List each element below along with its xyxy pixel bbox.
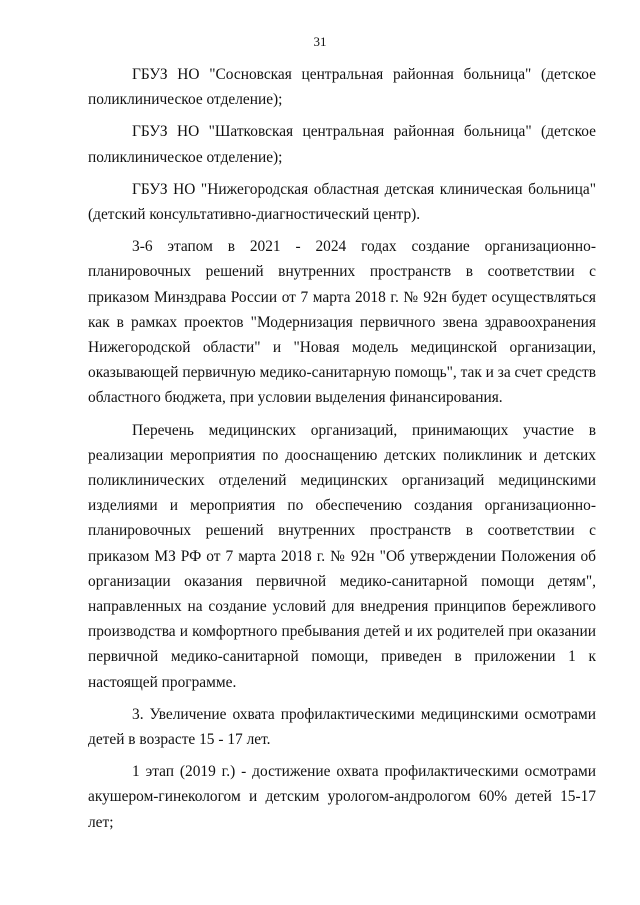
paragraph-stage-1: 1 этап (2019 г.) - достижение охвата профилактическими осмотрами акушером-гинекологом и детским урологом-андрологом 60% детей 15-17 лет; bbox=[88, 763, 596, 831]
paragraph-item-3-heading: 3. Увеличение охвата профилактическими медицинскими осмотрами детей в возрасте 15 - 17 лет. bbox=[88, 705, 596, 749]
paragraph-hospital-shatkovskaya: ГБУЗ НО "Шатковская центральная районная больница" (детское поликлиническое отделение); bbox=[88, 123, 596, 166]
paragraph-stages-3-6: 3-6 этапом в 2021 - 2024 годах создание организационно-планировочных решений внутренних пространств в соответствии с приказом Минздрава России от 7 марта 2018 г. № 92н будет осуществляться как в рамках проектов "Модернизация первичного звена здравоохранения Нижегородской области" и "Новая модель медицинской организации, оказывающей первичную медико-санитарную помощь", так и за счет средств областного бюджета, при условии выделения финансирования. bbox=[88, 238, 596, 407]
paragraph-hospital-sosnovskaya: ГБУЗ НО "Сосновская центральная районная больница" (детское поликлиническое отделение); bbox=[88, 66, 596, 109]
page-number: 31 bbox=[313, 34, 327, 49]
paragraph-organizations-list: Перечень медицинских организаций, принимающих участие в реализации мероприятия по дооснащению детских поликлиник и детских поликлинических отделений медицинских организаций медицинскими изделиями и мероприятия по обеспечению создания организационно-планировочных решений внутренних пространств в соответствии с приказом МЗ РФ от 7 марта 2018 г. № 92н "Об утверждении Положения об организации оказания первичной медико-санитарной помощи детям", направленных на создание условий для внедрения принципов бережливого производства и комфортного пребывания детей и их родителей при оказании первичной медико-санитарной помощи, приведен в приложении 1 к настоящей программе. bbox=[88, 421, 596, 691]
paragraph-hospital-regional-children: ГБУЗ НО "Нижегородская областная детская клиническая больница" (детский консультативно-диагностический центр). bbox=[88, 180, 596, 224]
document-body bbox=[88, 62, 596, 842]
